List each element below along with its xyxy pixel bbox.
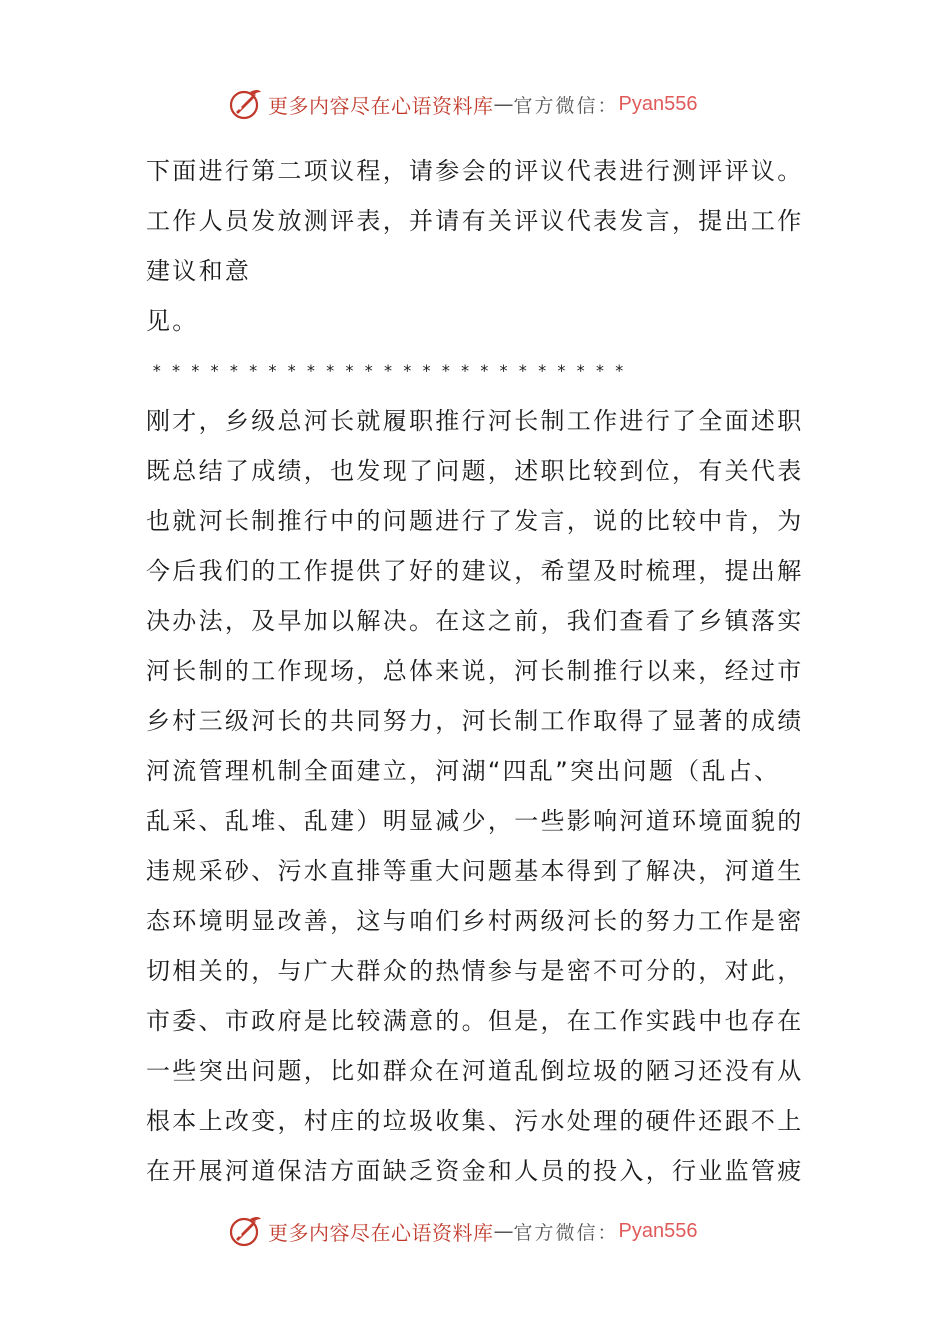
text-line: 态环境明显改善，这与咱们乡村两级河长的努力工作是密 [146,907,804,935]
text-line: 切相关的，与广大群众的热情参与是密不可分的，对此， [146,957,804,985]
text-line: 也就河长制推行中的问题进行了发言，说的比较中肯，为 [146,507,804,535]
pen-logo-icon [228,86,264,122]
text-line: 河长制的工作现场，总体来说，河长制推行以来，经过市 [146,657,804,685]
text-line: 河流管理机制全面建立，河湖“四乱”突出问题（乱占、 [146,757,781,785]
separator-stars: * * * * * * * * * * * * * * * * * * * * * * * * * [152,361,625,380]
text-line: 市委、市政府是比较满意的。但是，在工作实践中也存在 [146,1007,804,1035]
text-line: 在开展河道保洁方面缺乏资金和人员的投入，行业监管疲 [146,1157,804,1185]
wechat-label: 官方微信： [513,1221,619,1244]
text-line: 今后我们的工作提供了好的建议，希望及时梳理，提出解 [146,557,804,585]
wechat-id: Pyan556 [618,92,698,115]
text-line: 见。 [146,307,199,335]
text-line: 建议和意 [146,257,252,285]
text-line: 刚才，乡级总河长就履职推行河长制工作进行了全面述职 [146,407,804,435]
document-body [146,146,816,1196]
pen-logo-icon [228,1213,264,1249]
text-line: 违规采砂、污水直排等重大问题基本得到了解决，河道生 [146,857,804,885]
text-line: 决办法，及早加以解决。在这之前，我们查看了乡镇落实 [146,607,804,635]
text-line: 下面进行第二项议程，请参会的评议代表进行测评评议。 [146,157,804,185]
brand-dash: — [493,1219,514,1243]
wechat-id: Pyan556 [618,1219,698,1242]
wechat-label: 官方微信： [513,94,619,117]
text-line: 乡村三级河长的共同努力，河长制工作取得了显著的成绩 [146,707,804,735]
brand-dash: — [493,92,514,116]
text-line: 乱采、乱堆、乱建）明显减少，一些影响河道环境面貌的 [146,807,804,835]
brand-text: 更多内容尽在心语资料库 [268,93,494,118]
text-line: 一些突出问题，比如群众在河道乱倒垃圾的陋习还没有从 [146,1057,804,1085]
header-banner [228,84,697,124]
footer-banner [228,1211,697,1251]
text-line: 根本上改变，村庄的垃圾收集、污水处理的硬件还跟不上 [146,1107,804,1135]
text-line: 工作人员发放测评表，并请有关评议代表发言，提出工作 [146,207,804,235]
brand-text: 更多内容尽在心语资料库 [268,1220,494,1245]
text-line: 既总结了成绩，也发现了问题，述职比较到位，有关代表 [146,457,804,485]
